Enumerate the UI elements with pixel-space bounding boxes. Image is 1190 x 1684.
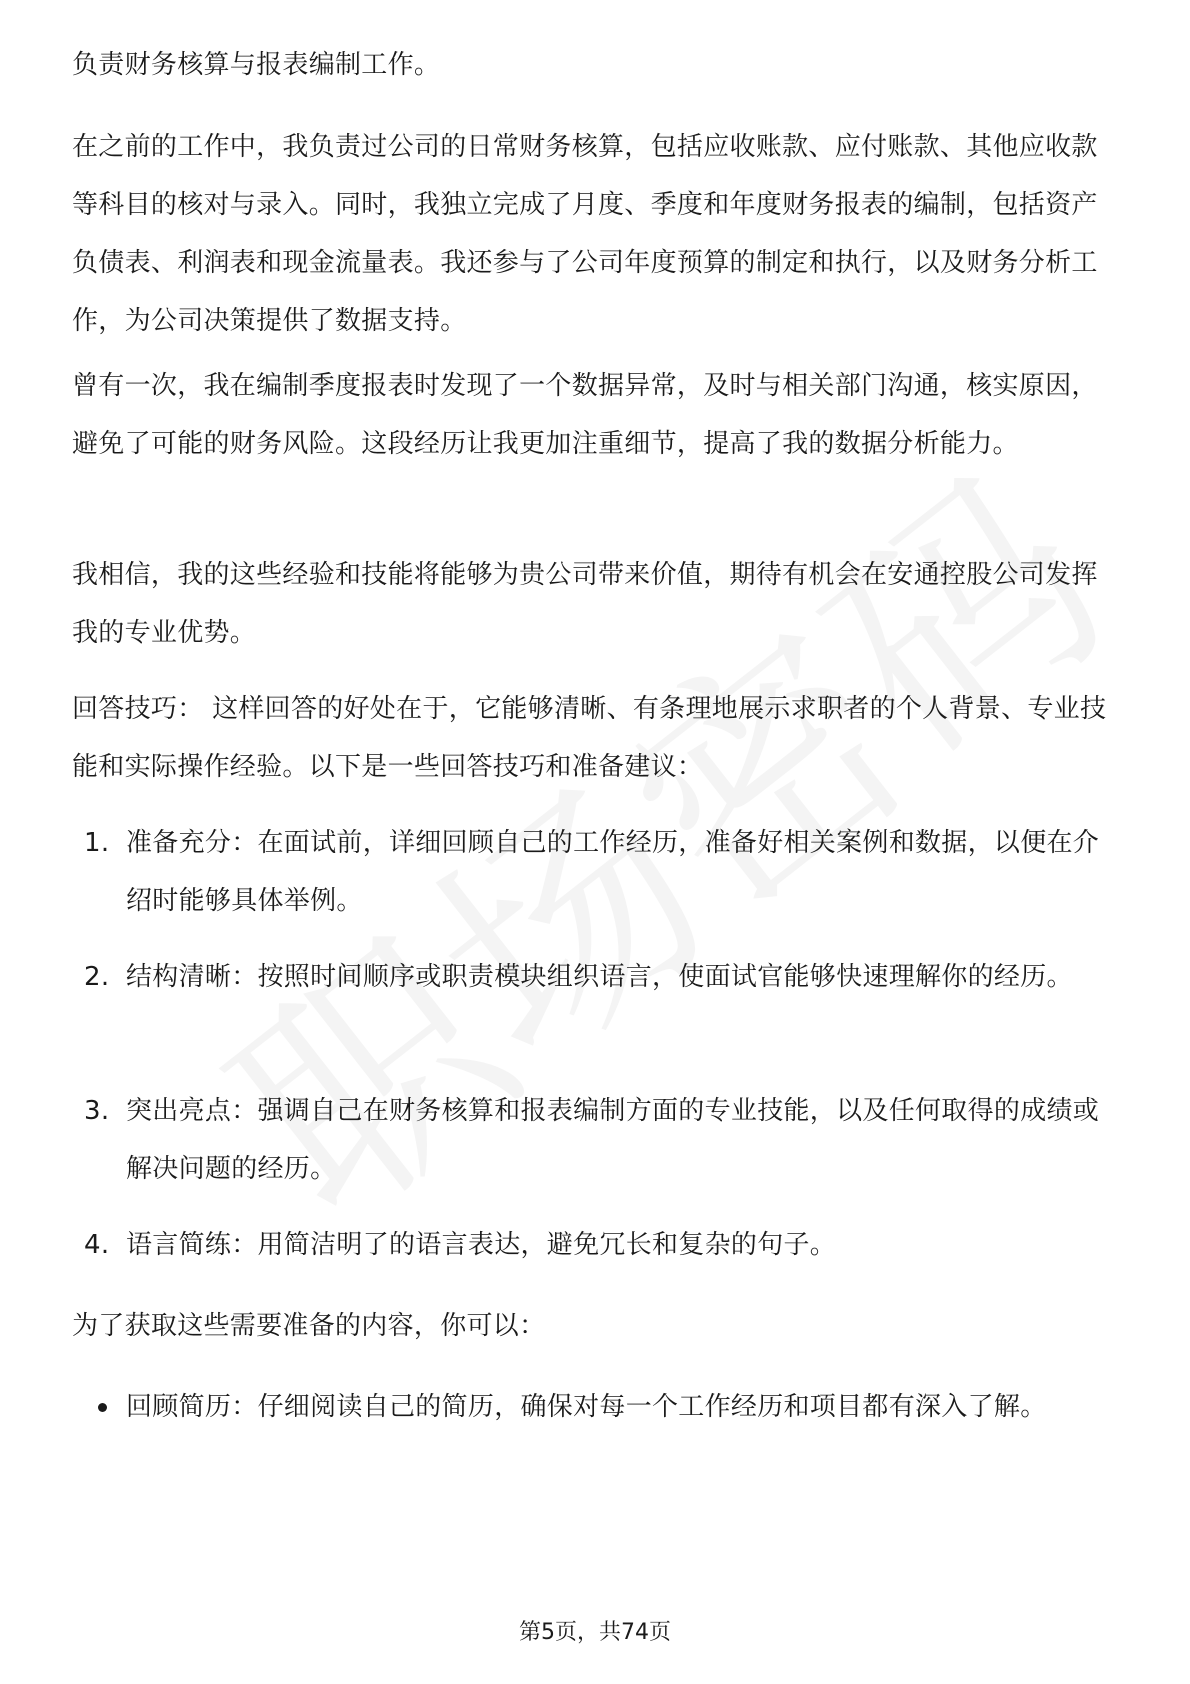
list-item-text: 结构清晰：按照时间顺序或职责模块组织语言，使面试官能够快速理解你的经历。 [126,962,1073,992]
page-number: 第5页，共74页 [519,1620,671,1645]
list-item-text: 突出亮点：强调自己在财务核算和报表编制方面的专业技能，以及任何取得的成绩或解决问题的经历。 [126,1096,1100,1184]
paragraph-preparation: 为了获取这些需要准备的内容，你可以： [72,1311,546,1341]
paragraph-intro: 负责财务核算与报表编制工作。 [72,50,441,80]
paragraph-anecdote: 曾有一次，我在编制季度报表时发现了一个数据异常，及时与相关部门沟通，核实原因，避免了可能的财务风险。这段经历让我更加注重细节，提高了我的数据分析能力。 [72,371,1098,459]
paragraph-tips-intro: 回答技巧： 这样回答的好处在于，它能够清晰、有条理地展示求职者的个人背景、专业技能和实际操作经验。以下是一些回答技巧和准备建议： [72,694,1107,782]
list-number: 4. [84,1230,110,1260]
list-item [72,1378,1118,1436]
list-number: 1. [84,828,110,858]
paragraph-conclusion: 我相信，我的这些经验和技能将能够为贵公司带来价值，期待有机会在安通控股公司发挥我的专业优势。 [72,560,1098,648]
list-item [72,948,1118,1006]
list-item-text: 回顾简历：仔细阅读自己的简历，确保对每一个工作经历和项目都有深入了解。 [126,1392,1047,1422]
list-item-text: 准备充分：在面试前，详细回顾自己的工作经历，准备好相关案例和数据，以便在介绍时能够具体举例。 [126,828,1100,916]
list-item [72,1216,1118,1274]
list-item [72,814,1118,930]
list-item-text: 语言简练：用简洁明了的语言表达，避免冗长和复杂的句子。 [126,1230,837,1260]
list-item [72,1082,1118,1198]
paragraph-experience: 在之前的工作中，我负责过公司的日常财务核算，包括应收账款、应付账款、其他应收款等科目的核对与录入。同时，我独立完成了月度、季度和年度财务报表的编制，包括资产负债表、利润表和现金流量表。我还参与了公司年度预算的制定和执行，以及财务分析工作，为公司决策提供了数据支持。 [72,132,1098,336]
bullet-dot-icon [98,1403,107,1412]
list-number: 3. [84,1096,110,1126]
list-number: 2. [84,962,110,992]
